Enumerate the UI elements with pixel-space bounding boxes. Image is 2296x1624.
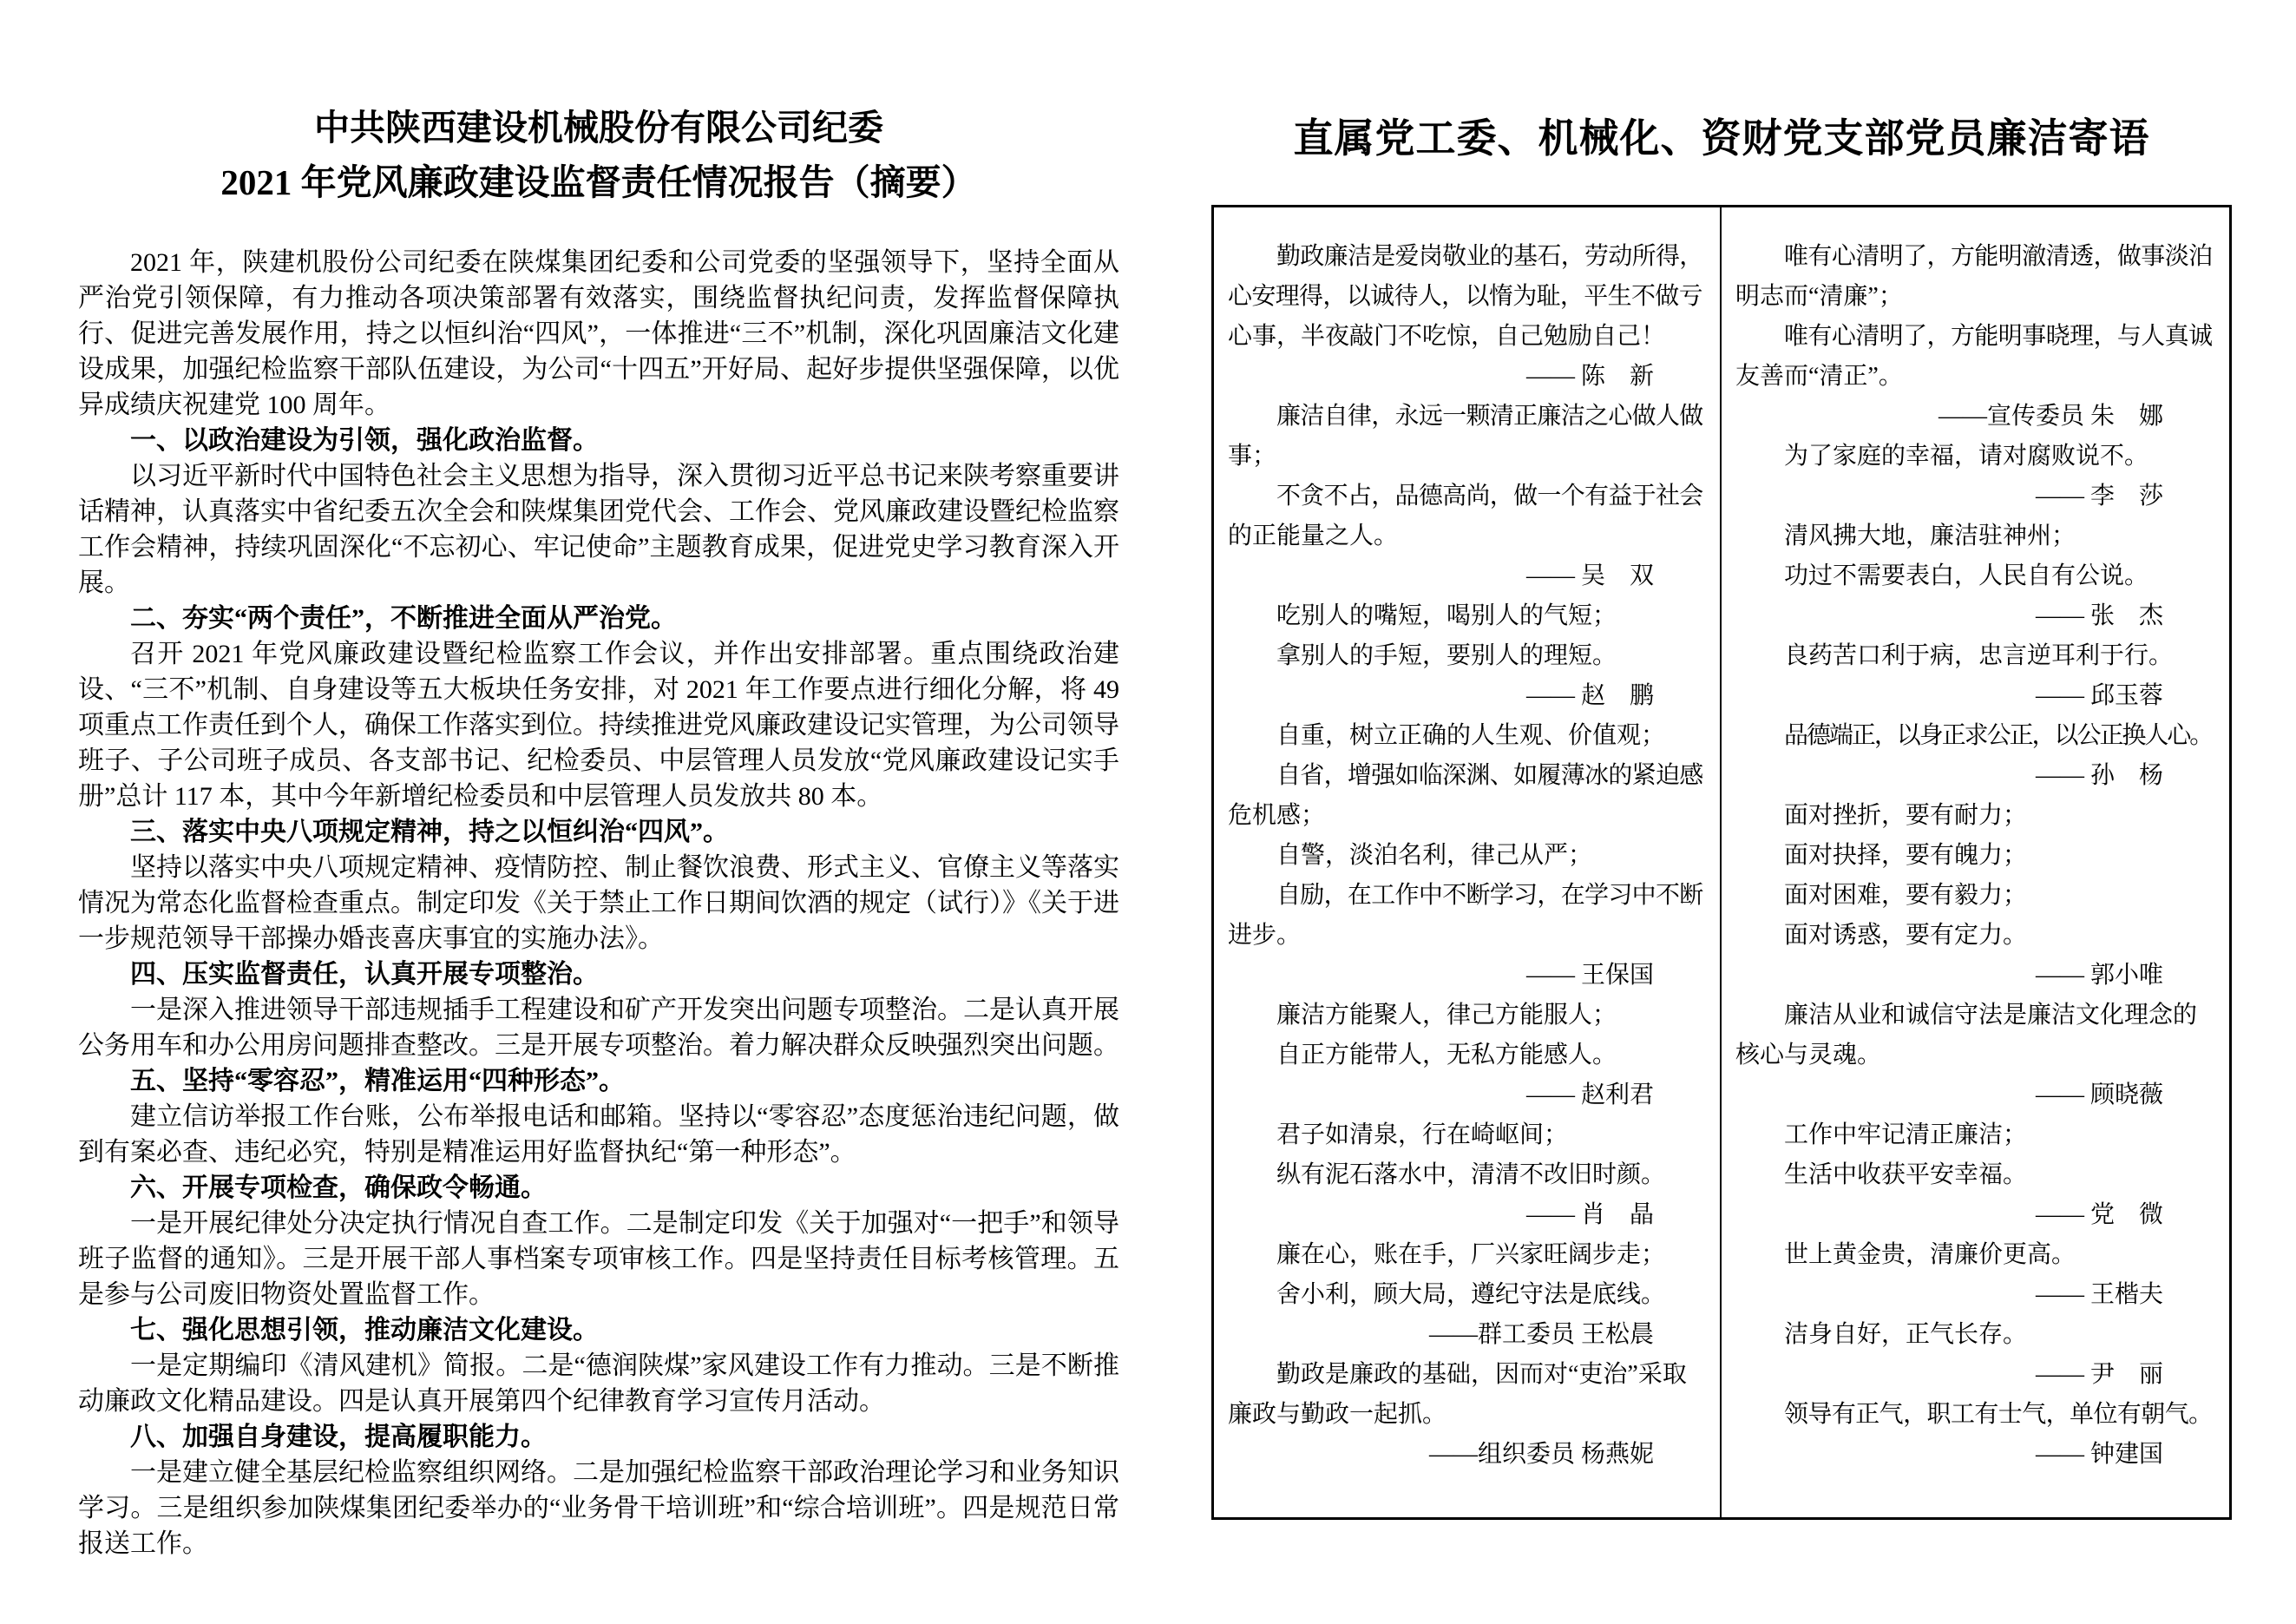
quote-line: 面对抉择，要有魄力； (1784, 842, 2028, 869)
section-paragraph: 一是定期编印《清风建机》简报。二是“德润陕煤”家风建设工作有力推动。三是不断推动廉政文化精品建设。四是认真开展第四个纪律教育学习宣传月活动。 (78, 1351, 1119, 1416)
quote-line: 自正方能带人，无私方能感人。 (1276, 1042, 1617, 1068)
quote-attribution: —— 赵利君 (1525, 1082, 1654, 1108)
quote-line: 勤政廉洁是爱岗敬业的基石，劳动所得， (1276, 243, 1703, 270)
section-heading: 七、强化思想引领，推动廉洁文化建设。 (130, 1316, 599, 1345)
quote-attribution: —— 王保国 (1525, 962, 1654, 989)
quote-attribution: —— 吴 双 (1525, 562, 1654, 589)
quote-line: 君子如清泉，行在崎岖间； (1276, 1121, 1569, 1148)
quote-attribution: —— 钟建国 (2035, 1441, 2163, 1468)
report-sections (78, 423, 1119, 1562)
quote-line: 拿别人的手短，要别人的理短。 (1276, 642, 1617, 669)
quote-line: 核心与灵魂。 (1735, 1042, 1882, 1068)
section-heading: 三、落实中央八项规定精神，持之以恒纠治“四风”。 (130, 818, 729, 846)
quote-line: 不贪不占，品德高尚，做一个有益于社会 (1276, 483, 1703, 510)
report-body (78, 245, 1119, 1562)
quote-attribution: —— 党 微 (2035, 1201, 2163, 1228)
section-heading: 一、以政治建设为引领，强化政治监督。 (130, 426, 599, 455)
quote-attribution: —— 肖 晶 (1525, 1201, 1654, 1228)
quote-attribution: —— 尹 丽 (2035, 1361, 2163, 1388)
quote-line: 功过不需要表白，人民自有公说。 (1784, 562, 2149, 589)
section-paragraph: 召开 2021 年党风廉政建设暨纪检监察工作会议，并作出安排部署。重点围绕政治建设、“三不”机制、自身建设等五大板块任务安排，对 2021 年工作要点进行细化分解，将 49 项重点工作责任到个人，确保工作落实到位。持续推进党风廉政建设记实管理，为公司领导班子、子公司班子成员、各支部书记、纪检委员、中层管理人员发放“党风廉政建设记实手册”总计 117 本，其中今年新增纪检委员和中层管理人员发放共 80 本。 (78, 640, 1119, 811)
quote-line: 品德端正，以身正求公正，以公正换人心。 (1784, 722, 2213, 749)
quote-line: 廉在心，账在手，厂兴家旺阔步走； (1276, 1241, 1666, 1268)
section-heading: 二、夯实“两个责任”，不断推进全面从严治党。 (130, 604, 677, 633)
section-paragraph: 坚持以落实中央八项规定精神、疫情防控、制止餐饮浪费、形式主义、官僚主义等落实情况为常态化监督检查重点。制定印发《关于禁止工作日期间饮酒的规定（试行）》《关于进一步规范领导干部操办婚丧喜庆事宜的实施办法》。 (78, 853, 1119, 953)
quote-line: 为了家庭的幸福，请对腐败说不。 (1784, 443, 2149, 470)
section-heading: 四、压实监督责任，认真开展专项整治。 (130, 960, 599, 989)
quote-line: 进步。 (1228, 922, 1302, 949)
quotes-column-left (1214, 207, 1722, 1517)
section-paragraph: 以习近平新时代中国特色社会主义思想为指导，深入贯彻习近平总书记来陕考察重要讲话精神，认真落实中省纪委五次全会和陕煤集团党代会、工作会、党风廉政建设暨纪检监察工作会精神，持续巩固深化“不忘初心、牢记使命”主题教育成果，促进党史学习教育深入开展。 (78, 462, 1119, 597)
quote-line: 心安理得，以诚待人，以惰为耻，平生不做亏 (1228, 283, 1703, 310)
quote-line: 自重，树立正确的人生观、价值观； (1276, 722, 1666, 749)
section-heading: 六、开展专项检查，确保政令畅通。 (130, 1174, 547, 1202)
quote-line: 自省，增强如临深渊、如履薄冰的紧迫感 (1276, 762, 1703, 789)
quote-line: 世上黄金贵，清廉价更高。 (1784, 1241, 2076, 1268)
quote-line: 洁身自好，正气长存。 (1784, 1321, 2028, 1348)
quote-attribution: —— 郭小唯 (2035, 962, 2163, 989)
quote-line: 勤政是廉政的基础，因而对“吏治”采取 (1276, 1361, 1687, 1388)
quote-line: 工作中牢记清正廉洁； (1784, 1121, 2028, 1148)
quotes-box (1211, 205, 2232, 1520)
quote-line: 心事，半夜敲门不吃惊，自己勉励自己！ (1228, 323, 1666, 350)
quote-line: 清风拂大地，廉洁驻神州； (1784, 523, 2076, 549)
quote-attribution: ——组织委员 杨燕妮 (1428, 1441, 1654, 1468)
quote-line: 面对困难，要有毅力； (1784, 882, 2028, 909)
quote-line: 的正能量之人。 (1228, 523, 1399, 549)
section-heading: 八、加强自身建设，提高履职能力。 (130, 1423, 547, 1451)
section-paragraph: 一是开展纪律处分决定执行情况自查工作。二是制定印发《关于加强对“一把手”和领导班子监督的通知》。三是开展干部人事档案专项审核工作。四是坚持责任目标考核管理。五是参与公司废旧物资处置监督工作。 (78, 1209, 1119, 1309)
intro-paragraph: 2021 年，陕建机股份公司纪委在陕煤集团纪委和公司党委的坚强领导下，坚持全面从严治党引领保障，有力推动各项决策部署有效落实，围绕监督执纪问责，发挥监督保障执行、促进完善发展作用，持之以恒纠治“四风”，一体推进“三不”机制，深化巩固廉洁文化建设成果，加强纪检监察干部队伍建设，为公司“十四五”开好局、起好步提供坚强保障，以优异成绩庆祝建党 100 周年。 (78, 248, 1119, 419)
quote-line: 明志而“清廉”； (1735, 283, 1903, 310)
quote-line: 面对诱惑，要有定力。 (1784, 922, 2028, 949)
quote-line: 自励，在工作中不断学习，在学习中不断 (1276, 882, 1703, 909)
quote-attribution: —— 张 杰 (2035, 602, 2163, 629)
quotes-page (1211, 111, 2232, 1520)
report-page (78, 101, 1119, 1562)
quotes-title: 直属党工委、机械化、资财党支部党员廉洁寄语 (1293, 115, 2150, 161)
quote-attribution: ——宣传委员 朱 娜 (1938, 403, 2163, 430)
quote-line: 唯有心清明了，方能明澈清透，做事淡泊 (1784, 243, 2213, 270)
quote-line: 廉洁方能聚人，律己方能服人； (1276, 1002, 1617, 1029)
section-paragraph: 一是建立健全基层纪检监察组织网络。二是加强纪检监察干部政治理论学习和业务知识学习。三是组织参加陕煤集团纪委举办的“业务骨干培训班”和“综合培训班”。四是规范日常报送工作。 (78, 1458, 1119, 1558)
quote-attribution: —— 赵 鹏 (1525, 682, 1654, 709)
quote-line: 纵有泥石落水中，清清不改旧时颜。 (1276, 1161, 1666, 1188)
quote-line: 廉洁从业和诚信守法是廉洁文化理念的 (1784, 1002, 2198, 1029)
quote-attribution: —— 李 莎 (2035, 483, 2163, 510)
quotes-column-right (1722, 207, 2229, 1517)
quote-line: 危机感； (1228, 802, 1326, 829)
quote-line: 廉政与勤政一起抓。 (1228, 1401, 1447, 1428)
report-title-line2: 2021 年党风廉政建设监督责任情况报告（摘要） (220, 162, 977, 202)
section-paragraph: 一是深入推进领导干部违规插手工程建设和矿产开发突出问题专项整治。二是认真开展公务用车和办公用房问题排查整改。三是开展专项整治。着力解决群众反映强烈突出问题。 (78, 996, 1119, 1060)
quote-attribution: —— 王楷夫 (2035, 1281, 2163, 1308)
quote-attribution: —— 孙 杨 (2035, 762, 2163, 789)
section-heading: 五、坚持“零容忍”，精准运用“四种形态”。 (130, 1067, 625, 1095)
quote-line: 面对挫折，要有耐力； (1784, 802, 2028, 829)
quote-line: 廉洁自律，永远一颗清正廉洁之心做人做 (1276, 403, 1703, 430)
quote-line: 良药苦口利于病，忠言逆耳利于行。 (1784, 642, 2174, 669)
section-paragraph: 建立信访举报工作台账，公布举报电话和邮箱。坚持以“零容忍”态度惩治违纪问题，做到有案必查、违纪必究，特别是精准运用好监督执纪“第一种形态”。 (78, 1102, 1119, 1167)
quote-line: 领导有正气，职工有士气，单位有朝气。 (1784, 1401, 2213, 1428)
quote-line: 友善而“清正”。 (1735, 363, 1903, 390)
quote-line: 吃别人的嘴短，喝别人的气短； (1276, 602, 1617, 629)
quote-line: 舍小利，顾大局，遵纪守法是底线。 (1276, 1281, 1666, 1308)
quote-attribution: —— 顾晓薇 (2035, 1082, 2163, 1108)
quote-line: 事； (1228, 443, 1277, 470)
quote-attribution: —— 邱玉蓉 (2035, 682, 2163, 709)
quote-attribution: —— 陈 新 (1525, 363, 1654, 390)
report-title-line1: 中共陕西建设机械股份有限公司纪委 (314, 108, 883, 148)
report-title (78, 101, 1119, 210)
quote-line: 生活中收获平安幸福。 (1784, 1161, 2028, 1188)
quote-line: 唯有心清明了，方能明事晓理，与人真诚 (1784, 323, 2213, 350)
quote-attribution: ——群工委员 王松晨 (1428, 1321, 1654, 1348)
quote-line: 自警，淡泊名利，律己从严； (1276, 842, 1593, 869)
